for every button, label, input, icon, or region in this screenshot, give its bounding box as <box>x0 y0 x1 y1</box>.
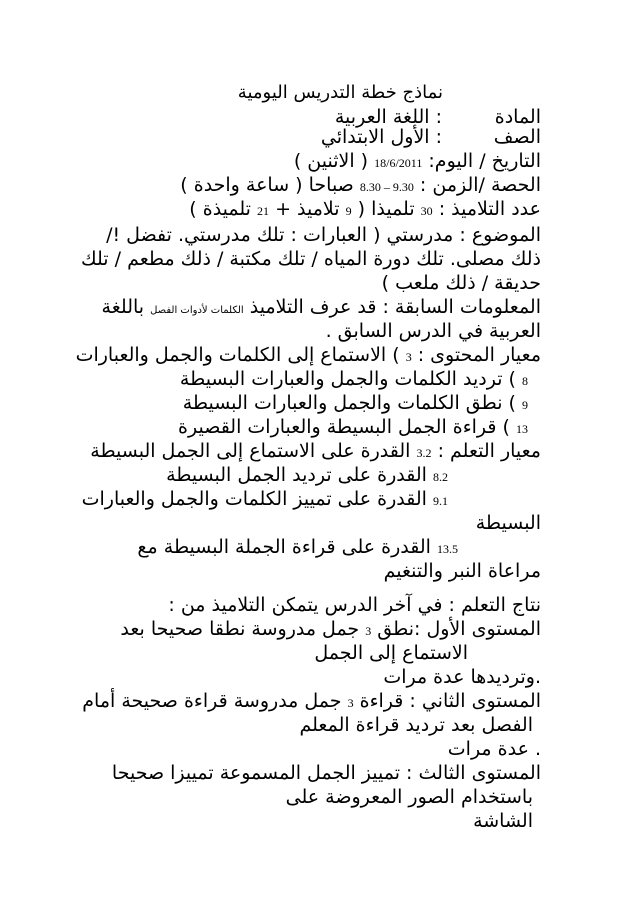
content-standard-num: 3 <box>405 350 412 364</box>
outcome-level-1-cont: .وترديدها عدة مرات <box>383 666 541 688</box>
date-value: 18/6/2011 <box>374 156 423 170</box>
grade-value: : الأول الابتدائي <box>320 126 442 148</box>
item-num: 9 <box>522 398 528 412</box>
content-standard-text: ) الاستماع إلى الكلمات والجمل والعبارات <box>75 344 400 366</box>
subject-value: : اللغة العربية <box>334 106 442 128</box>
topic-line-3: حديقة / ذلك ملعب ) <box>381 272 541 294</box>
learning-standard-label: معيار التعلم : <box>437 440 541 462</box>
students-total: 30 <box>420 204 433 218</box>
document-title: نماذج خطة التدريس اليومية <box>237 82 443 103</box>
students-girls-word: تلميذة ) <box>189 198 251 220</box>
outcome-level-3: المستوى الثالث : تمييز الجمل المسموعة تمييزا صحيحا <box>111 762 541 784</box>
subject-label: المادة <box>494 106 541 128</box>
period-rest: صباحا ( ساعة واحدة ) <box>180 174 354 196</box>
date-label: التاريخ / اليوم: <box>428 150 541 172</box>
item-num: 8.2 <box>433 470 448 484</box>
level-label: المستوى الثاني : قراءة <box>359 690 541 712</box>
learning-standard-cont: مراعاة النبر والتنغيم <box>383 560 541 582</box>
topic-line-2: ذلك مصلى. تلك دورة المياه / تلك مكتبة / ذلك مطعم / تلك <box>81 248 541 270</box>
outcome-level-3-cont: باستخدام الصور المعروضة على <box>285 786 533 808</box>
learning-standard-cont: البسيطة <box>475 512 541 534</box>
students-boys-word: تلاميذ + <box>275 198 340 220</box>
prior-tail: باللغة <box>101 296 145 318</box>
item-num: 3.2 <box>416 446 432 460</box>
period-label: الحصة /الزمن : <box>419 174 541 196</box>
period-time: 8.30 – 9.30 <box>359 180 414 194</box>
outcome-level-3-cont: الشاشة <box>473 810 533 832</box>
outcome-level-1-cont: الاستماع إلى الجمل <box>314 642 468 664</box>
outcomes-intro: نتاج التعلم : في آخر الدرس يتمكن التلاميذ من : <box>168 594 541 616</box>
prior-label: المعلومات السابقة : قد عرف التلاميذ <box>249 296 541 318</box>
learning-standard-item <box>82 486 448 514</box>
item-text: القدرة على تمييز الكلمات والجمل والعبارات <box>81 488 427 510</box>
prior-line-2: العربية في الدرس السابق . <box>325 320 541 342</box>
item-text: ) قراءة الجمل البسيطة والعبارات القصيرة <box>178 416 510 438</box>
day-value: ( الاثنين ) <box>293 150 369 172</box>
item-num: 13.5 <box>437 542 458 556</box>
item-text: القدرة على ترديد الجمل البسيطة <box>166 464 427 486</box>
topic-line-1: الموضوع : مدرستي ( العبارات : تلك مدرستي. تفضل !/ <box>106 224 541 246</box>
item-text: ) ترديد الكلمات والجمل والعبارات البسيطة <box>179 368 516 390</box>
level-num: 3 <box>347 696 354 710</box>
level-text: جمل مدروسة قراءة صحيحة أمام <box>82 690 342 712</box>
students-line <box>189 196 541 224</box>
outcome-level-2-cont: . عدة مرات <box>447 738 541 760</box>
students-boys: 9 <box>345 204 352 218</box>
level-num: 3 <box>365 624 372 638</box>
grade-label: الصف <box>493 126 541 148</box>
level-text: جمل مدروسة نطقا صحيحا بعد <box>120 618 360 640</box>
content-standard-label: معيار المحتوى : <box>417 344 541 366</box>
item-text: ) نطق الكلمات والجمل والعبارات البسيطة <box>182 392 516 414</box>
level-label: المستوى الأول :نطق <box>377 618 541 640</box>
item-num: 13 <box>516 422 528 436</box>
item-num: 9.1 <box>433 494 448 508</box>
outcome-level-2-cont: الفصل بعد ترديد قراءة المعلم <box>299 714 533 736</box>
item-num: 8 <box>522 374 528 388</box>
students-label: عدد التلاميذ : <box>438 198 541 220</box>
item-text: القدرة على الاستماع إلى الجمل البسيطة <box>90 440 411 462</box>
item-text: القدرة على قراءة الجملة البسيطة مع <box>137 536 431 558</box>
prior-small-note: الكلمات لأدوات الفصل <box>150 305 244 316</box>
students-girls: 21 <box>257 204 270 218</box>
students-total-word: تلميذا ( <box>357 198 415 220</box>
